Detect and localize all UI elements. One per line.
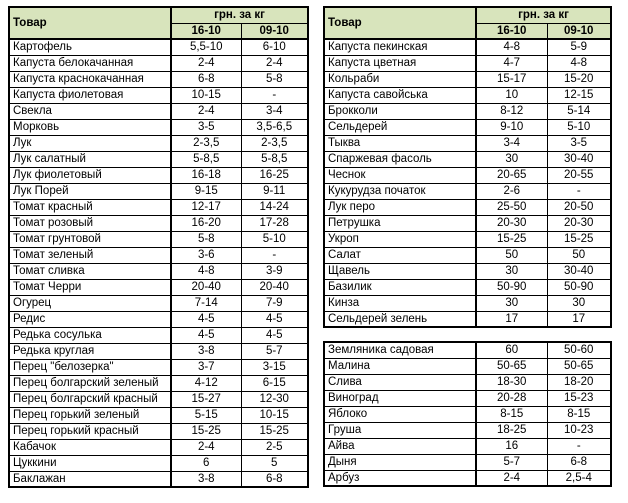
price-cell[interactable]: 2-4 [476, 470, 547, 486]
table-row [9, 439, 308, 455]
price-cell[interactable]: 12-17 [171, 199, 241, 215]
product-cell[interactable]: Капуста цветная [324, 55, 476, 71]
table-header [9, 7, 308, 39]
price-cell[interactable]: 15-23 [547, 390, 611, 406]
product-cell[interactable]: Томат зеленый [9, 247, 171, 263]
price-cell[interactable]: 3-9 [241, 263, 308, 279]
table-row [324, 215, 611, 231]
price-cell[interactable]: 4-8 [476, 39, 547, 55]
product-cell[interactable]: Айва [324, 438, 476, 454]
table-row [9, 279, 308, 295]
date-column-header-09-10[interactable]: 09-10 [547, 23, 611, 39]
table-row [324, 470, 611, 486]
price-cell[interactable]: 60 [476, 342, 547, 358]
price-cell[interactable]: 6 [171, 455, 241, 471]
price-cell[interactable]: 4-12 [171, 375, 241, 391]
product-cell[interactable]: Морковь [9, 119, 171, 135]
price-cell[interactable]: 12-15 [547, 87, 611, 103]
table-row [324, 390, 611, 406]
price-cell[interactable]: 2-6 [476, 183, 547, 199]
price-cell[interactable]: 16-18 [171, 167, 241, 183]
product-cell[interactable]: Дыня [324, 454, 476, 470]
table-row [324, 247, 611, 263]
table-row [324, 39, 611, 55]
price-cell[interactable]: 50 [547, 247, 611, 263]
product-cell[interactable]: Щавель [324, 263, 476, 279]
price-cell[interactable]: 15-17 [476, 71, 547, 87]
product-cell[interactable]: Лук перо [324, 199, 476, 215]
price-cell[interactable]: 7-14 [171, 295, 241, 311]
unit-header[interactable]: грн. за кг [476, 7, 611, 23]
price-cell[interactable]: 2-3,5 [241, 135, 308, 151]
product-cell[interactable]: Капуста краснокачанная [9, 71, 171, 87]
price-cell[interactable]: 6-8 [547, 454, 611, 470]
price-cell[interactable]: 4-8 [171, 263, 241, 279]
table-row [324, 406, 611, 422]
price-cell[interactable]: 3-5 [547, 135, 611, 151]
product-cell[interactable]: Петрушка [324, 215, 476, 231]
product-cell[interactable]: Редис [9, 311, 171, 327]
price-cell[interactable]: 5,5-10 [171, 39, 241, 55]
price-cell[interactable]: 50-60 [547, 342, 611, 358]
price-cell[interactable]: 2-4 [171, 439, 241, 455]
product-cell[interactable]: Редька сосулька [9, 327, 171, 343]
price-cell[interactable]: 18-20 [547, 374, 611, 390]
price-cell[interactable]: 6-10 [241, 39, 308, 55]
table-row [324, 71, 611, 87]
price-cell[interactable]: 20-65 [476, 167, 547, 183]
price-cell[interactable]: 20-30 [547, 215, 611, 231]
price-cell[interactable]: 6-15 [241, 375, 308, 391]
price-cell[interactable]: 8-15 [476, 406, 547, 422]
price-cell[interactable]: 2-4 [171, 55, 241, 71]
product-cell[interactable]: Огурец [9, 295, 171, 311]
table-row [9, 327, 308, 343]
table-header [324, 7, 611, 39]
price-cell[interactable]: 5-15 [171, 407, 241, 423]
table-row [324, 151, 611, 167]
price-cell[interactable]: 20-55 [547, 167, 611, 183]
price-cell[interactable]: 20-40 [241, 279, 308, 295]
price-cell[interactable]: 50-90 [547, 279, 611, 295]
price-cell[interactable]: 15-20 [547, 71, 611, 87]
product-cell[interactable]: Брокколи [324, 103, 476, 119]
price-cell[interactable]: 15-25 [547, 231, 611, 247]
product-cell[interactable]: Редька круглая [9, 343, 171, 359]
table-row [324, 342, 611, 358]
table-row [9, 247, 308, 263]
product-cell[interactable]: Перец горький красный [9, 423, 171, 439]
table-row [9, 87, 308, 103]
product-cell[interactable]: Лук [9, 135, 171, 151]
table-row [324, 374, 611, 390]
price-cell[interactable]: 2,5-4 [547, 470, 611, 486]
product-cell[interactable]: Лук салатный [9, 151, 171, 167]
price-cell[interactable]: 20-30 [476, 215, 547, 231]
table-row [9, 423, 308, 439]
price-cell[interactable]: 3-4 [476, 135, 547, 151]
price-cell[interactable]: 50-90 [476, 279, 547, 295]
price-cell[interactable]: 18-30 [476, 374, 547, 390]
price-cell[interactable]: 5-7 [241, 343, 308, 359]
price-cell[interactable]: 5 [241, 455, 308, 471]
table-body [324, 342, 611, 486]
table-row [9, 103, 308, 119]
price-cell[interactable]: 6-8 [241, 471, 308, 487]
vegetables-prices-table-left [8, 6, 309, 488]
table-row [324, 119, 611, 135]
table-row [9, 231, 308, 247]
product-cell[interactable]: Укроп [324, 231, 476, 247]
table-row [324, 167, 611, 183]
product-cell[interactable]: Яблоко [324, 406, 476, 422]
product-cell[interactable]: Томат розовый [9, 215, 171, 231]
price-cell[interactable]: 2-5 [241, 439, 308, 455]
product-cell[interactable]: Сельдерей зелень [324, 311, 476, 327]
price-cell[interactable]: 3-8 [171, 343, 241, 359]
product-cell[interactable]: Виноград [324, 390, 476, 406]
price-cell[interactable]: 15-25 [171, 423, 241, 439]
table-row [9, 375, 308, 391]
table-row [9, 119, 308, 135]
price-cell[interactable]: 16-25 [241, 167, 308, 183]
table-row [324, 263, 611, 279]
price-cell[interactable]: 6-8 [171, 71, 241, 87]
price-cell[interactable]: 16 [476, 438, 547, 454]
table-row [9, 167, 308, 183]
product-cell[interactable]: Перец "белозерка" [9, 359, 171, 375]
price-cell[interactable]: 16-20 [171, 215, 241, 231]
product-cell[interactable]: Кольраби [324, 71, 476, 87]
product-cell[interactable]: Томат сливка [9, 263, 171, 279]
price-cell[interactable]: 9-11 [241, 183, 308, 199]
price-cell[interactable]: 17 [476, 311, 547, 327]
product-cell[interactable]: Сельдерей [324, 119, 476, 135]
price-cell[interactable]: 10-23 [547, 422, 611, 438]
table-row [324, 103, 611, 119]
price-cell[interactable]: 20-50 [547, 199, 611, 215]
table-row [9, 391, 308, 407]
product-cell[interactable]: Кукурудза початок [324, 183, 476, 199]
date-column-header-16-10[interactable]: 16-10 [171, 23, 241, 39]
product-cell[interactable]: Капуста пекинская [324, 39, 476, 55]
price-cell[interactable]: 50-65 [476, 358, 547, 374]
table-row [9, 39, 308, 55]
price-cell[interactable]: 5-10 [241, 231, 308, 247]
table-row [324, 55, 611, 71]
product-cell[interactable]: Малина [324, 358, 476, 374]
product-cell[interactable]: Чеснок [324, 167, 476, 183]
table-row [324, 183, 611, 199]
product-cell[interactable]: Перец болгарский зеленый [9, 375, 171, 391]
price-cell[interactable]: 2-4 [171, 103, 241, 119]
price-cell[interactable]: 3-8 [171, 471, 241, 487]
table-row [9, 71, 308, 87]
price-cell[interactable]: 25-50 [476, 199, 547, 215]
price-cell[interactable]: 8-15 [547, 406, 611, 422]
price-cell[interactable]: 15-27 [171, 391, 241, 407]
price-cell[interactable]: 14-24 [241, 199, 308, 215]
price-cell[interactable]: 20-28 [476, 390, 547, 406]
product-cell[interactable]: Перец болгарский красный [9, 391, 171, 407]
table-row [324, 135, 611, 151]
price-cell[interactable]: 3-15 [241, 359, 308, 375]
price-cell[interactable]: 4-5 [171, 327, 241, 343]
price-cell[interactable]: 4-5 [241, 311, 308, 327]
table-row [9, 359, 308, 375]
table-row [9, 215, 308, 231]
table-row [324, 358, 611, 374]
date-column-header-09-10[interactable]: 09-10 [241, 23, 308, 39]
table-row [9, 471, 308, 487]
price-cell[interactable]: 12-30 [241, 391, 308, 407]
table-row [9, 295, 308, 311]
price-cell[interactable]: 4-5 [171, 311, 241, 327]
table-row [324, 295, 611, 311]
table-row [9, 55, 308, 71]
product-cell[interactable]: Цуккини [9, 455, 171, 471]
price-cell[interactable]: 3,5-6,5 [241, 119, 308, 135]
price-cell[interactable]: 50 [476, 247, 547, 263]
price-cell[interactable]: 10 [476, 87, 547, 103]
vegetables-prices-table-right [323, 6, 612, 328]
price-cell[interactable]: 4-8 [547, 55, 611, 71]
table-row [324, 87, 611, 103]
price-cell[interactable]: 5-8,5 [171, 151, 241, 167]
product-cell[interactable]: Кабачок [9, 439, 171, 455]
date-column-header-16-10[interactable]: 16-10 [476, 23, 547, 39]
product-cell[interactable]: Земляника садовая [324, 342, 476, 358]
product-cell[interactable]: Арбуз [324, 470, 476, 486]
table-row [9, 183, 308, 199]
price-cell[interactable]: 4-7 [476, 55, 547, 71]
product-cell[interactable]: Картофель [9, 39, 171, 55]
table-body [324, 39, 611, 327]
table-row [9, 407, 308, 423]
product-cell[interactable]: Спаржевая фасоль [324, 151, 476, 167]
fruits-prices-table [323, 341, 612, 487]
price-cell[interactable]: 5-7 [476, 454, 547, 470]
price-cell[interactable]: 20-40 [171, 279, 241, 295]
price-cell[interactable]: 30 [547, 295, 611, 311]
price-cell[interactable]: 30 [476, 263, 547, 279]
table-row [324, 279, 611, 295]
price-cell[interactable]: - [547, 183, 611, 199]
product-cell[interactable]: Томат красный [9, 199, 171, 215]
price-cell[interactable]: 3-4 [241, 103, 308, 119]
table-row [9, 151, 308, 167]
product-cell[interactable]: Томат Черри [9, 279, 171, 295]
price-cell[interactable]: 2-3,5 [171, 135, 241, 151]
price-cell[interactable]: 5-10 [547, 119, 611, 135]
price-cell[interactable]: 5-8,5 [241, 151, 308, 167]
product-cell[interactable]: Тыква [324, 135, 476, 151]
product-cell[interactable]: Баклажан [9, 471, 171, 487]
price-cell[interactable]: 4-5 [241, 327, 308, 343]
product-cell[interactable]: Салат [324, 247, 476, 263]
price-cell[interactable]: 5-14 [547, 103, 611, 119]
price-cell[interactable]: 10-15 [171, 87, 241, 103]
price-cell[interactable]: 9-10 [476, 119, 547, 135]
table-row [324, 311, 611, 327]
product-cell[interactable]: Капуста савойська [324, 87, 476, 103]
table-row [9, 311, 308, 327]
price-cell[interactable]: 3-6 [171, 247, 241, 263]
table-row [324, 231, 611, 247]
price-cell[interactable]: - [241, 87, 308, 103]
table-row [9, 455, 308, 471]
table-row [9, 263, 308, 279]
price-cell[interactable]: 17-28 [241, 215, 308, 231]
price-cell[interactable]: 15-25 [476, 231, 547, 247]
product-cell[interactable]: Слива [324, 374, 476, 390]
price-cell[interactable]: - [241, 247, 308, 263]
price-cell[interactable]: 3-7 [171, 359, 241, 375]
price-cell[interactable]: 30 [476, 151, 547, 167]
table-row [324, 199, 611, 215]
price-cell[interactable]: 7-9 [241, 295, 308, 311]
product-column-header[interactable]: Товар [324, 7, 476, 39]
price-cell[interactable]: 17 [547, 311, 611, 327]
price-cell[interactable]: 2-4 [241, 55, 308, 71]
table-row [324, 438, 611, 454]
table-row [9, 135, 308, 151]
table-row [9, 343, 308, 359]
unit-header[interactable]: грн. за кг [171, 7, 308, 23]
price-cell[interactable]: 15-25 [241, 423, 308, 439]
product-cell[interactable]: Базилик [324, 279, 476, 295]
price-cell[interactable]: 50-65 [547, 358, 611, 374]
price-cell[interactable]: 9-15 [171, 183, 241, 199]
table-row [324, 422, 611, 438]
product-column-header[interactable]: Товар [9, 7, 171, 39]
product-cell[interactable]: Томат грунтовой [9, 231, 171, 247]
product-cell[interactable]: Груша [324, 422, 476, 438]
price-cell[interactable]: 5-8 [171, 231, 241, 247]
price-cell[interactable]: 3-5 [171, 119, 241, 135]
price-cell[interactable]: 5-9 [547, 39, 611, 55]
table-body [9, 39, 308, 487]
price-cell[interactable]: 5-8 [241, 71, 308, 87]
product-cell[interactable]: Кинза [324, 295, 476, 311]
price-cell[interactable]: 18-25 [476, 422, 547, 438]
price-cell[interactable]: 30-40 [547, 263, 611, 279]
product-cell[interactable]: Лук фиолетовый [9, 167, 171, 183]
product-cell[interactable]: Капуста фиолетовая [9, 87, 171, 103]
price-cell[interactable]: 30-40 [547, 151, 611, 167]
price-cell[interactable]: - [547, 438, 611, 454]
price-cell[interactable]: 30 [476, 295, 547, 311]
table-row [324, 454, 611, 470]
product-cell[interactable]: Лук Порей [9, 183, 171, 199]
price-cell[interactable]: 10-15 [241, 407, 308, 423]
table-row [9, 199, 308, 215]
product-cell[interactable]: Капуста белокачанная [9, 55, 171, 71]
product-cell[interactable]: Свекла [9, 103, 171, 119]
price-cell[interactable]: 8-12 [476, 103, 547, 119]
product-cell[interactable]: Перец горький зеленый [9, 407, 171, 423]
